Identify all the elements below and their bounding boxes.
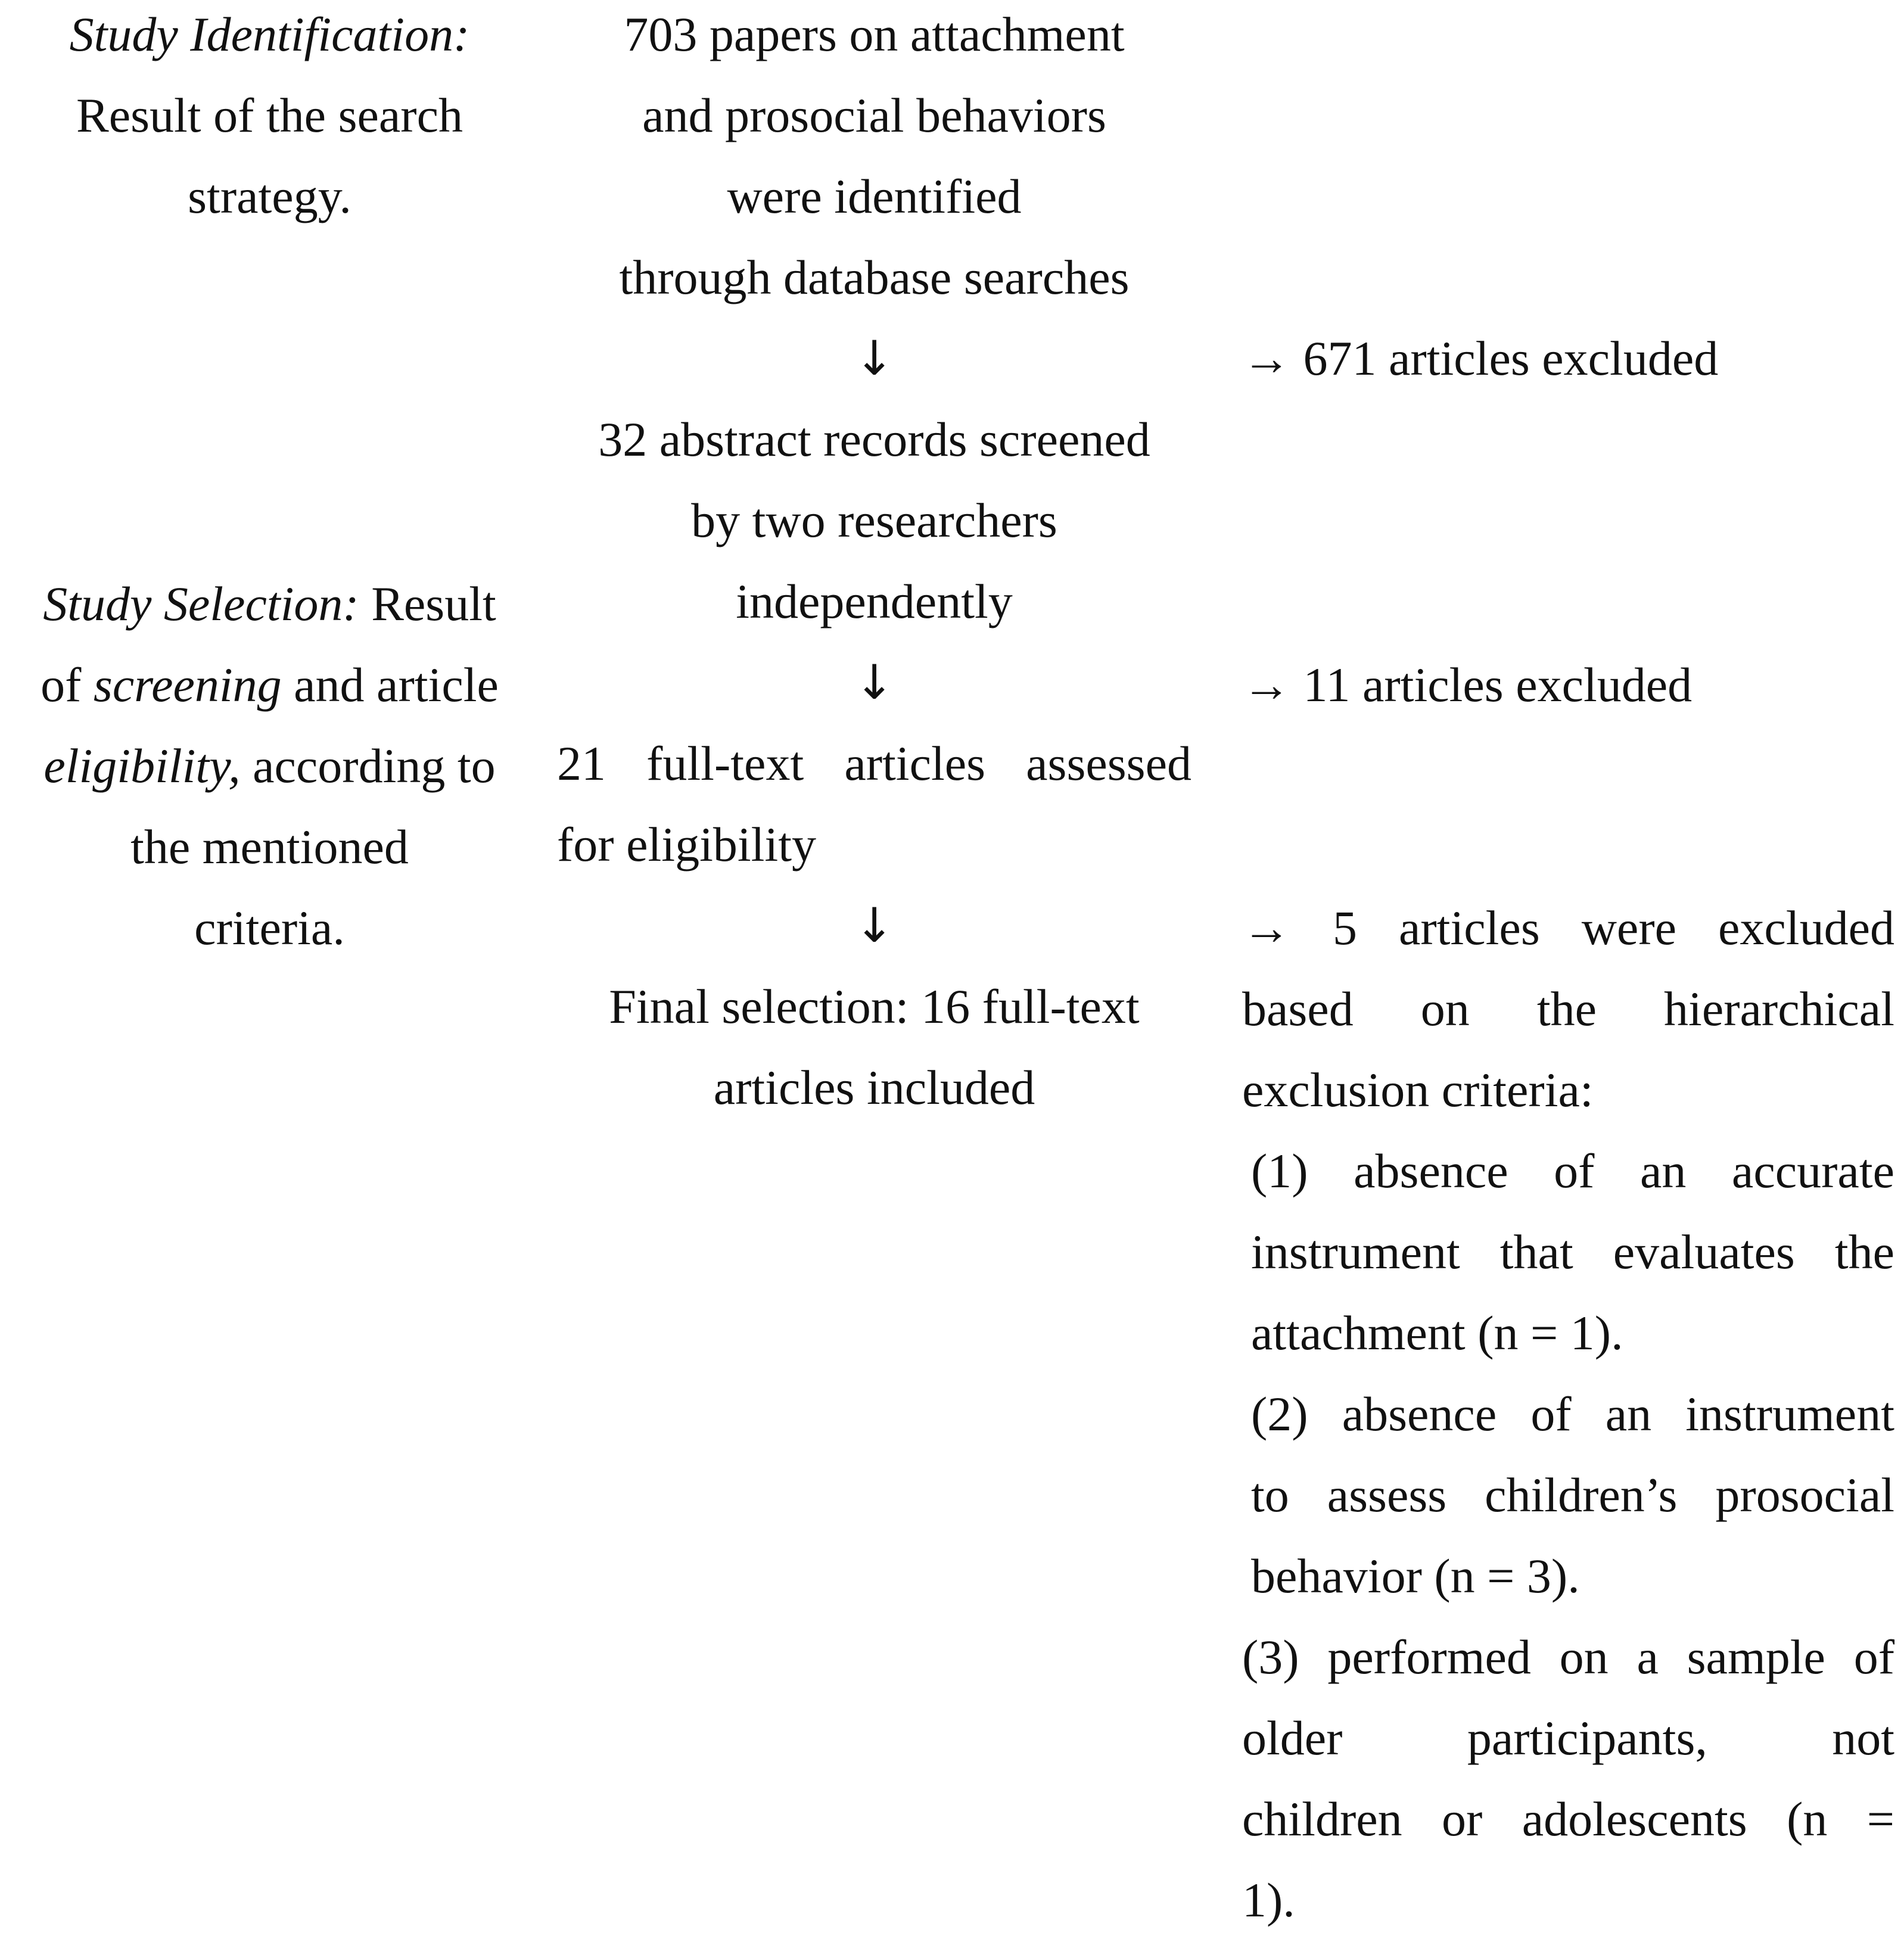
flow-step-eligibility: 21 full-text articles assessed [557,736,1191,791]
exclusion-criterion: attachment (n = 1). [1251,1306,1623,1360]
identification-text-line: Result of the search [76,88,463,142]
flow-step-identified: 703 papers on attachment [624,7,1125,61]
flow-step-included: articles included [713,1060,1035,1115]
selection-heading: Study Selection: Result [43,577,496,631]
down-arrow-icon: ↓ [854,898,895,953]
flow-step-screened: by two researchers [691,493,1057,547]
exclusion-criterion: (3) performed on a sample of [1242,1630,1894,1684]
selection-text-line: the mentioned [130,820,409,874]
exclusion-criterion: instrument that evaluates the [1251,1225,1894,1279]
down-arrow-icon: ↓ [854,655,895,710]
identification-text-line: strategy. [188,169,351,223]
exclusion-criterion: older participants, not [1242,1711,1894,1765]
exclusion-criterion: behavior (n = 3). [1251,1549,1580,1603]
exclusion-note: → 11 articles excluded [1242,658,1693,712]
flow-step-identified: and prosocial behaviors [642,88,1106,142]
exclusion-note: exclusion criteria: [1242,1063,1594,1117]
exclusion-note: → 5 articles were excluded [1242,901,1894,955]
exclusion-criterion: to assess children’s prosocial [1251,1468,1894,1522]
flow-step-included: Final selection: 16 full-text [609,979,1140,1034]
exclusion-criterion: 1). [1242,1873,1295,1927]
exclusion-criterion: (2) absence of an instrument [1251,1387,1894,1441]
selection-text-line: of screening and article [41,658,499,712]
down-arrow-icon: ↓ [854,331,895,386]
flow-step-screened: 32 abstract records screened [598,412,1150,466]
selection-text-line: eligibility, according to [43,739,496,793]
exclusion-criterion: children or adolescents (n = [1242,1792,1894,1846]
flow-step-identified: through database searches [619,250,1130,304]
exclusion-note: → 671 articles excluded [1242,331,1719,385]
flow-step-screened: independently [736,574,1013,628]
flow-step-identified: were identified [727,169,1022,223]
selection-text-line: criteria. [194,901,345,955]
identification-heading: Study Identification: [69,7,470,61]
exclusion-criterion: (1) absence of an accurate [1251,1144,1894,1198]
exclusion-note: based on the hierarchical [1242,982,1894,1036]
flow-step-eligibility: for eligibility [557,817,816,872]
